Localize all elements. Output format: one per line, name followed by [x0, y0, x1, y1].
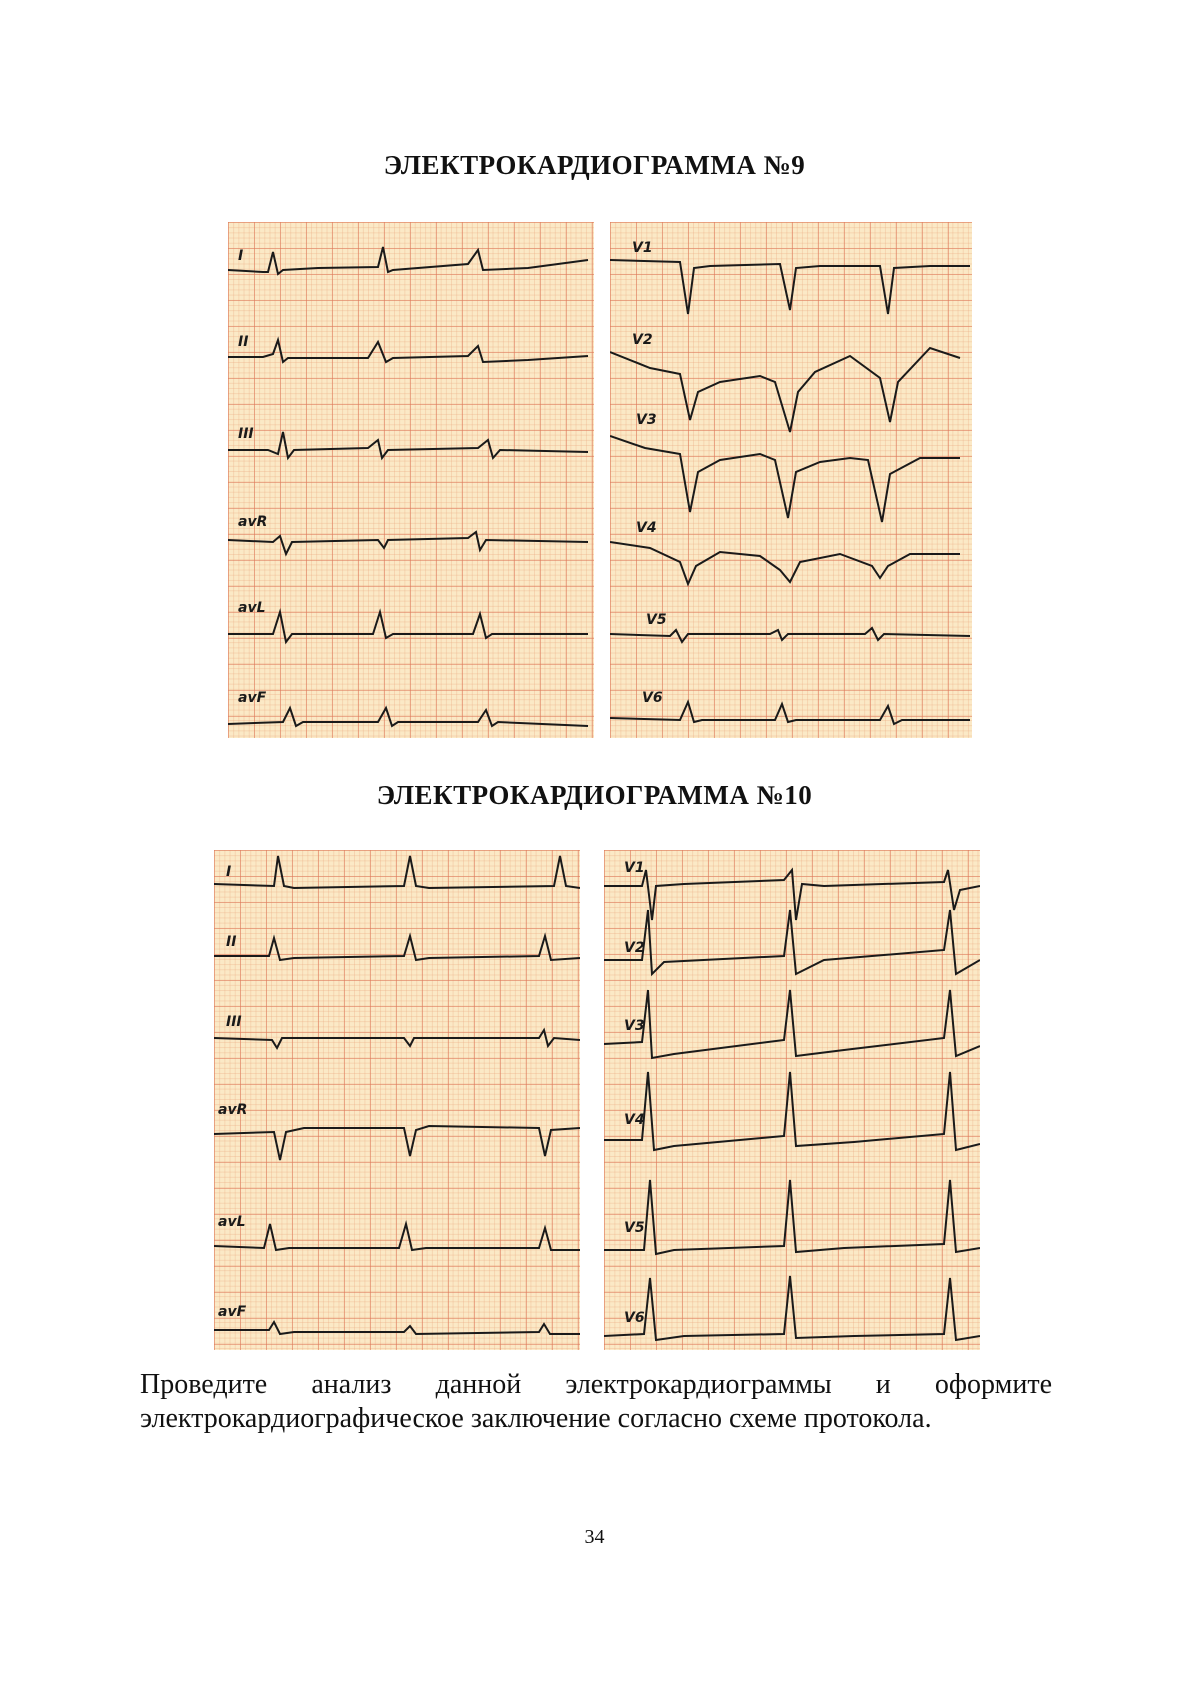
- lead-label-10-V2: V2: [624, 940, 645, 956]
- trace-V2: [610, 348, 960, 432]
- lead-label-I: I: [238, 248, 244, 264]
- lead-label-10-V4: V4: [624, 1112, 645, 1128]
- lead-label-avR: avR: [238, 514, 268, 530]
- trace-10-II: [214, 936, 580, 960]
- trace-V3: [610, 436, 960, 522]
- ecg9-limb-leads-strip: [228, 222, 594, 738]
- trace-10-V3: [604, 990, 980, 1058]
- lead-label-V2: V2: [632, 332, 653, 348]
- instruction-paragraph: Проведите анализ данной электрокардиограммы и оформите электрокардиографическое заключение согласно схеме протокола.: [140, 1369, 1052, 1434]
- lead-label-10-V1: V1: [624, 860, 645, 876]
- lead-label-V4: V4: [636, 520, 657, 536]
- lead-label-V1: V1: [632, 240, 653, 256]
- ecg10-title: ЭЛЕКТРОКАРДИОГРАММА №10: [376, 780, 813, 810]
- trace-II: [228, 340, 588, 362]
- trace-V5: [610, 628, 970, 642]
- ecg10-chest-leads-strip: [604, 850, 980, 1350]
- lead-label-II: II: [238, 334, 249, 350]
- lead-label-V6: V6: [642, 690, 663, 706]
- trace-10-I: [214, 856, 580, 888]
- trace-avL: [228, 612, 588, 642]
- lead-label-10-V6: V6: [624, 1310, 645, 1326]
- page-number: 34: [584, 1526, 605, 1548]
- lead-label-avL: avL: [238, 600, 266, 616]
- lead-label-III: III: [238, 426, 254, 442]
- ecg10-limb-traces: [214, 850, 580, 1350]
- ecg9-title: ЭЛЕКТРОКАРДИОГРАММА №9: [383, 150, 806, 180]
- trace-10-V4: [604, 1072, 980, 1150]
- lead-label-V3: V3: [636, 412, 657, 428]
- lead-label-10-III: III: [226, 1014, 242, 1030]
- lead-label-10-I: I: [226, 864, 232, 880]
- trace-I: [228, 247, 588, 274]
- lead-label-V5: V5: [646, 612, 667, 628]
- trace-10-V2: [604, 910, 980, 974]
- trace-10-avR: [214, 1126, 580, 1160]
- ecg9-chest-leads-strip: [610, 222, 972, 738]
- trace-III: [228, 432, 588, 458]
- lead-label-10-V5: V5: [624, 1220, 645, 1236]
- trace-V4: [610, 542, 960, 584]
- lead-label-10-II: II: [226, 934, 237, 950]
- trace-10-V5: [604, 1180, 980, 1254]
- lead-label-10-V3: V3: [624, 1018, 645, 1034]
- ecg10-limb-leads-strip: [214, 850, 580, 1350]
- trace-10-V1: [604, 870, 980, 920]
- ecg10-chest-traces: [604, 850, 980, 1350]
- trace-10-V6: [604, 1276, 980, 1340]
- trace-10-III: [214, 1030, 580, 1048]
- ecg9-limb-traces: [228, 222, 594, 738]
- lead-label-10-avL: avL: [218, 1214, 246, 1230]
- trace-10-avF: [214, 1322, 580, 1334]
- lead-label-10-avR: avR: [218, 1102, 248, 1118]
- ecg9-chest-traces: [610, 222, 972, 738]
- trace-V1: [610, 260, 970, 314]
- trace-10-avL: [214, 1224, 580, 1250]
- lead-label-10-avF: avF: [218, 1304, 247, 1320]
- trace-V6: [610, 702, 970, 724]
- lead-label-avF: avF: [238, 690, 267, 706]
- trace-avR: [228, 532, 588, 554]
- trace-avF: [228, 708, 588, 726]
